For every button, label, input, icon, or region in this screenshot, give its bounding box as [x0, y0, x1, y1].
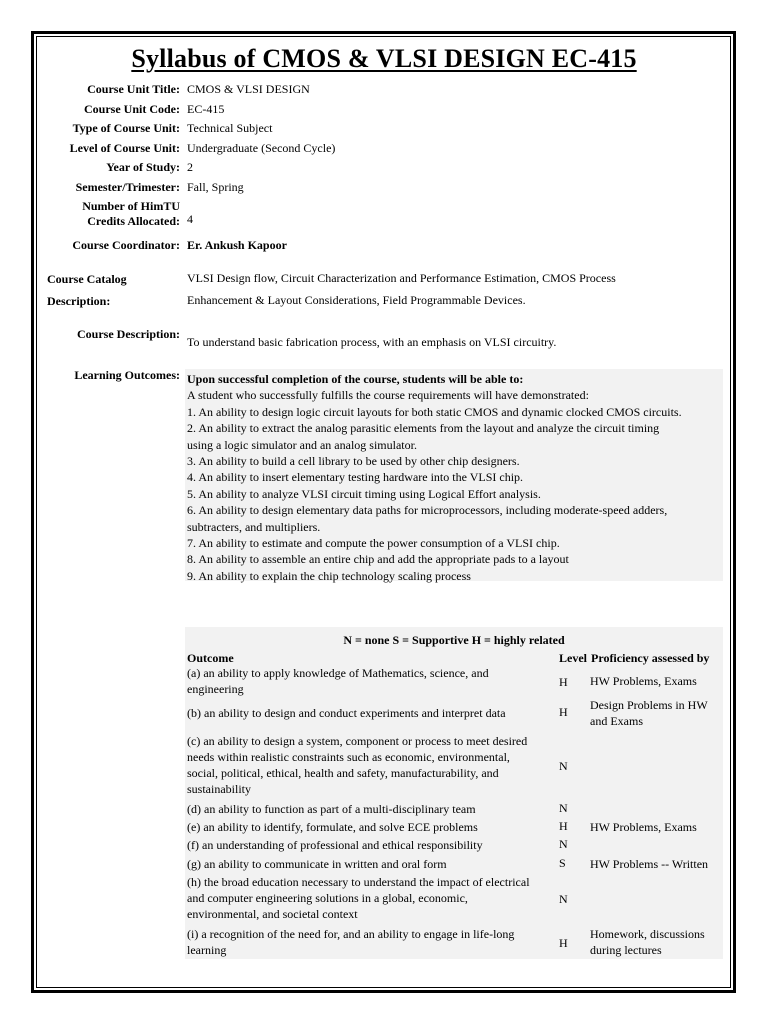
- value-course-coordinator: Er. Ankush Kapoor: [187, 238, 287, 252]
- label-credits-line1: Number of HimTU: [82, 199, 180, 213]
- value-type-of-course-unit: Technical Subject: [187, 121, 273, 135]
- cell-outcome: (d) an ability to function as part of a multi-disciplinary team: [187, 802, 476, 816]
- table-row: [185, 801, 723, 819]
- catalog-text-line2: Enhancement & Layout Considerations, Field Programmable Devices.: [187, 293, 526, 307]
- cell-proficiency: Design Problems in HW and Exams: [590, 698, 708, 728]
- learning-outcome-line: 5. An ability to analyze VLSI circuit timing using Logical Effort analysis.: [187, 486, 541, 501]
- cell-outcome: (e) an ability to identify, formulate, and solve ECE problems: [187, 820, 478, 834]
- label-semester: Semester/Trimester:: [75, 180, 180, 194]
- header-level: Level: [559, 651, 587, 665]
- value-course-description: To understand basic fabrication process, with an emphasis on VLSI circuitry.: [187, 335, 557, 349]
- learning-outcome-line: using a logic simulator and an analog simulator.: [187, 437, 417, 452]
- header-proficiency: Proficiency assessed by: [591, 651, 710, 665]
- table-row: [185, 926, 723, 960]
- label-course-unit-title: Course Unit Title:: [87, 82, 180, 96]
- cell-level: S: [559, 856, 566, 870]
- learning-outcome-line: 1. An ability to design logic circuit layouts for both static CMOS and dynamic clocked CMOS circuits.: [187, 404, 682, 419]
- learning-outcomes-heading: Upon successful completion of the course, students will be able to:: [187, 372, 524, 386]
- table-row: [185, 698, 723, 735]
- cell-outcome: (a) an ability to apply knowledge of Mathematics, science, and engineering: [187, 666, 489, 696]
- value-course-unit-code: EC-415: [187, 102, 225, 116]
- cell-proficiency: HW Problems -- Written: [590, 857, 709, 871]
- cell-outcome: (f) an understanding of professional and ethical responsibility: [187, 838, 483, 852]
- cell-outcome: (h) the broad education necessary to understand the impact of electrical and computer engineering solutions in a global, economic, environmental, and societal context: [187, 875, 530, 921]
- label-course-unit-code: Course Unit Code:: [84, 102, 180, 116]
- label-learning-outcomes: Learning Outcomes:: [74, 368, 180, 382]
- cell-proficiency: Homework, discussions during lectures: [590, 927, 705, 957]
- learning-outcome-line: subtracters, and multipliers.: [187, 519, 321, 534]
- value-credits: 4: [187, 212, 193, 226]
- cell-level: H: [559, 705, 568, 719]
- cell-proficiency: HW Problems, Exams: [590, 820, 697, 834]
- table-row: [185, 874, 723, 926]
- cell-level: H: [559, 675, 568, 689]
- cell-outcome: (i) a recognition of the need for, and an ability to engage in life-long learning: [187, 927, 515, 957]
- learning-outcome-line: 3. An ability to build a cell library to be used by other chip designers.: [187, 453, 520, 468]
- cell-level: N: [559, 801, 568, 815]
- learning-outcome-line: 2. An ability to extract the analog parasitic elements from the layout and analyze the circuit timing: [187, 421, 660, 436]
- label-catalog-line2: Description:: [47, 294, 111, 308]
- cell-outcome: (b) an ability to design and conduct experiments and interpret data: [187, 706, 506, 720]
- catalog-text-line1: VLSI Design flow, Circuit Characterization and Performance Estimation, CMOS Process: [187, 271, 616, 285]
- learning-outcome-line: 8. An ability to assemble an entire chip and add the appropriate pads to a layout: [187, 552, 569, 567]
- outcomes-table: [185, 627, 723, 959]
- table-row: [185, 819, 723, 837]
- cell-level: N: [559, 892, 568, 906]
- label-credits-line2: Credits Allocated:: [87, 214, 180, 228]
- value-semester: Fall, Spring: [187, 180, 244, 194]
- table-legend: N = none S = Supportive H = highly related: [343, 633, 565, 647]
- table-row: [185, 733, 723, 801]
- cell-level: H: [559, 936, 568, 950]
- cell-level: H: [559, 819, 568, 833]
- table-row: [185, 856, 723, 874]
- label-level-of-course-unit: Level of Course Unit:: [69, 141, 180, 155]
- label-course-description: Course Description:: [77, 327, 180, 341]
- value-level-of-course-unit: Undergraduate (Second Cycle): [187, 141, 336, 155]
- label-course-coordinator: Course Coordinator:: [72, 238, 180, 252]
- learning-outcome-line: 4. An ability to insert elementary testing hardware into the VLSI chip.: [187, 470, 524, 485]
- table-row: [185, 837, 723, 855]
- value-course-unit-title: CMOS & VLSI DESIGN: [187, 82, 310, 96]
- cell-outcome: (c) an ability to design a system, component or process to meet desired needs within realistic constraints such as economic, environmental, social, political, ethical, health and safety, manufacturability, and sustainability: [187, 734, 528, 796]
- label-type-of-course-unit: Type of Course Unit:: [72, 121, 180, 135]
- cell-proficiency: HW Problems, Exams: [590, 674, 697, 688]
- learning-outcome-line: 9. An ability to explain the chip technology scaling process: [187, 568, 471, 583]
- learning-outcome-line: 6. An ability to design elementary data paths for microprocessors, including moderate-speed adders,: [187, 503, 668, 518]
- cell-level: N: [559, 759, 568, 773]
- label-catalog-line1: Course Catalog: [47, 272, 127, 286]
- value-year-of-study: 2: [187, 160, 193, 174]
- table-row: [185, 665, 723, 699]
- label-year-of-study: Year of Study:: [106, 160, 180, 174]
- header-outcome: Outcome: [187, 651, 234, 665]
- cell-level: N: [559, 837, 568, 851]
- learning-outcome-line: A student who successfully fulfills the course requirements will have demonstrated:: [187, 388, 589, 403]
- learning-outcome-line: 7. An ability to estimate and compute the power consumption of a VLSI chip.: [187, 535, 560, 550]
- cell-outcome: (g) an ability to communicate in written and oral form: [187, 857, 447, 871]
- learning-outcomes-list: [187, 371, 723, 584]
- page-title: Syllabus of CMOS & VLSI DESIGN EC-415: [131, 44, 637, 73]
